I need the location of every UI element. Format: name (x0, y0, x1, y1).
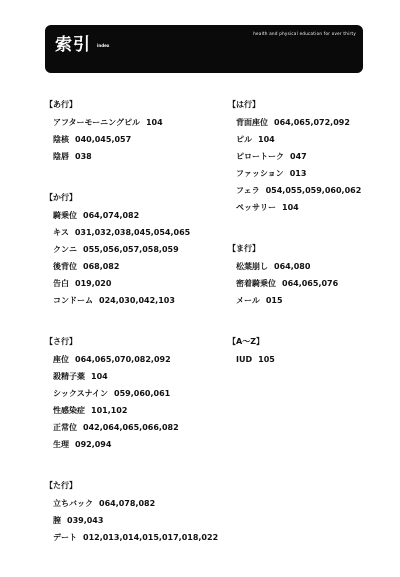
entry-term: フェラ (236, 186, 260, 195)
entry-term: 生理 (53, 440, 69, 449)
entry-pages: 064,074,082 (83, 211, 140, 220)
index-entry (228, 114, 398, 131)
entry-pages: 101,102 (91, 406, 128, 415)
entry-pages: 064,078,082 (99, 499, 156, 508)
entry-term: コンドーム (53, 296, 93, 305)
entry-pages: 042,064,065,066,082 (83, 423, 179, 432)
entry-term: デート (53, 533, 77, 542)
section-heading: 【た行】 (45, 481, 77, 490)
entry-term: ペッサリー (236, 203, 276, 212)
entry-term: ファッション (236, 169, 284, 178)
entry-pages: 064,065,070,082,092 (75, 355, 171, 364)
entry-pages: 068,082 (83, 262, 120, 271)
section-heading: 【ま行】 (228, 244, 260, 253)
entry-term: 密着騎乗位 (236, 279, 276, 288)
entry-term: 立ちバック (53, 499, 93, 508)
index-entry (228, 258, 398, 275)
entry-term: 殺精子薬 (53, 372, 85, 381)
entry-pages: 019,020 (75, 279, 112, 288)
entry-term: ピロートーク (236, 152, 284, 161)
index-entry (228, 292, 398, 309)
index-entry (45, 131, 215, 148)
entry-pages: 038 (75, 152, 92, 161)
index-entry (45, 368, 215, 385)
index-entry (45, 402, 215, 419)
entry-pages: 015 (265, 296, 283, 305)
index-entry (228, 165, 398, 182)
entry-term: 背面座位 (236, 118, 268, 127)
index-entry (45, 385, 215, 402)
index-entry (45, 224, 215, 241)
entry-pages: 104 (145, 118, 163, 127)
index-entry (45, 436, 215, 453)
entry-pages: 054,055,059,060,062 (265, 186, 362, 195)
entry-term: アフターモーニングピル (53, 118, 140, 127)
entry-pages: 012,013,014,015,017,018,022 (83, 533, 219, 542)
entry-pages: 104 (91, 372, 108, 381)
index-entry (45, 275, 215, 292)
header-banner (45, 25, 363, 73)
entry-pages: 047 (290, 152, 307, 161)
index-entry (228, 182, 398, 199)
index-entry (45, 419, 215, 436)
entry-term: ピル (236, 135, 252, 144)
entry-pages: 055,056,057,058,059 (83, 245, 179, 254)
index-section (45, 337, 215, 453)
entry-term: 松葉崩し (236, 262, 268, 271)
section-heading: 【さ行】 (45, 337, 77, 346)
index-entry (228, 275, 398, 292)
entry-pages: 040,045,057 (75, 135, 132, 144)
index-column-right (228, 100, 398, 396)
entry-term: シックスナイン (53, 389, 109, 398)
entry-term: 告白 (53, 279, 69, 288)
index-entry (45, 292, 215, 309)
section-heading: 【は行】 (228, 100, 260, 109)
entry-pages: 104 (258, 135, 275, 144)
entry-term: 正常位 (53, 423, 77, 432)
index-entry (228, 351, 398, 368)
index-entry (228, 148, 398, 165)
entry-pages: 092,094 (75, 440, 112, 449)
index-entry (45, 241, 215, 258)
page-tagline: health and physical education for over thirty (253, 31, 356, 36)
entry-term: 陰核 (53, 135, 69, 144)
index-section (45, 193, 215, 309)
index-section (228, 337, 398, 368)
entry-term: IUD (236, 355, 253, 364)
entry-term: 性感染症 (53, 406, 85, 415)
entry-pages: 064,065,072,092 (274, 118, 350, 127)
index-entry (45, 512, 215, 529)
entry-pages: 064,065,076 (282, 279, 339, 288)
index-entry (228, 199, 398, 216)
section-heading: 【か行】 (45, 193, 77, 202)
entry-pages: 104 (282, 203, 299, 212)
index-section (45, 481, 219, 546)
index-entry (45, 495, 215, 512)
index-entry (45, 351, 215, 368)
index-entry (45, 529, 219, 546)
index-section (45, 100, 215, 165)
entry-pages: 031,032,038,045,054,065 (74, 228, 191, 237)
index-entry (45, 148, 215, 165)
page-title: 索引 (55, 35, 91, 55)
index-entry (45, 258, 215, 275)
entry-pages: 064,080 (274, 262, 311, 271)
entry-pages: 059,060,061 (114, 389, 171, 398)
entry-term: 膣 (53, 516, 61, 525)
index-entry (45, 114, 215, 131)
entry-term: 座位 (53, 355, 69, 364)
entry-pages: 105 (258, 355, 275, 364)
index-entry (228, 131, 398, 148)
entry-pages: 039,043 (67, 516, 104, 525)
index-column-left (45, 100, 219, 574)
entry-term: 陰唇 (53, 152, 69, 161)
entry-term: メール (236, 296, 260, 305)
index-entry (45, 207, 215, 224)
entry-term: 後背位 (53, 262, 77, 271)
page-subtitle: index (97, 43, 110, 48)
entry-term: クンニ (53, 245, 77, 254)
entry-pages: 024,030,042,103 (99, 296, 175, 305)
entry-term: キス (53, 228, 69, 237)
section-heading: 【A〜Z】 (228, 337, 264, 346)
entry-pages: 013 (289, 169, 307, 178)
index-section (228, 100, 398, 216)
entry-term: 騎乗位 (53, 211, 77, 220)
index-section (228, 244, 398, 309)
section-heading: 【あ行】 (45, 100, 77, 109)
